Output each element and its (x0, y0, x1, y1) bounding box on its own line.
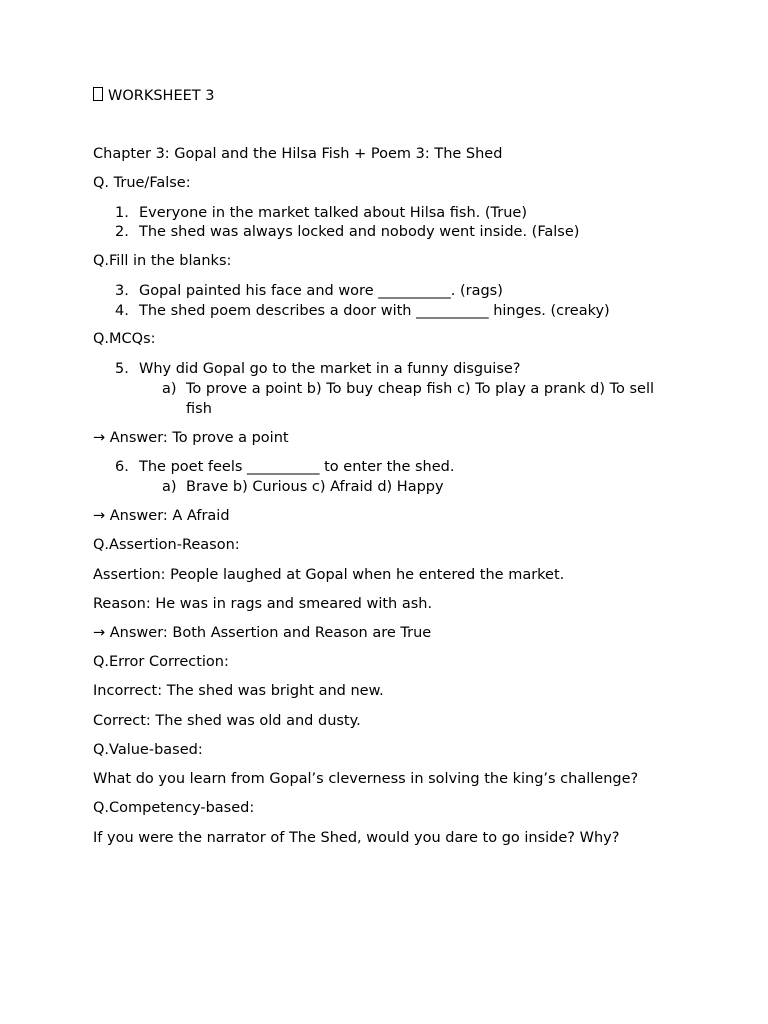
list-item: The shed poem describes a door with __________ hinges. (creaky) (139, 303, 610, 319)
list-item: Gopal painted his face and wore __________. (rags) (139, 283, 503, 299)
list-number: 3. (115, 283, 129, 299)
chapter-heading: Chapter 3: Gopal and the Hilsa Fish + Poem 3: The Shed (93, 146, 503, 162)
list-number: 1. (115, 205, 129, 221)
missing-glyph-icon (93, 87, 103, 101)
value-based-question: What do you learn from Gopal’s cleverness in solving the king’s challenge? (93, 771, 639, 787)
value-based-heading: Q.Value-based: (93, 742, 203, 758)
list-item: The poet feels __________ to enter the shed. (139, 459, 455, 475)
option-label: a) (162, 381, 177, 397)
assertion-text: Assertion: People laughed at Gopal when he entered the market. (93, 567, 565, 583)
list-item: The shed was always locked and nobody went inside. (False) (139, 224, 580, 240)
competency-based-question: If you were the narrator of The Shed, would you dare to go inside? Why? (93, 830, 620, 846)
answer-line: → Answer: A Afraid (93, 508, 230, 524)
answer-line: → Answer: To prove a point (93, 430, 289, 446)
list-item: Everyone in the market talked about Hilsa fish. (True) (139, 205, 527, 221)
options-text: To prove a point b) To buy cheap fish c) To play a prank d) To sell fish (186, 381, 655, 417)
competency-based-heading: Q.Competency-based: (93, 800, 255, 816)
error-correction-heading: Q.Error Correction: (93, 654, 229, 670)
worksheet-title (93, 86, 214, 106)
list-number: 6. (115, 459, 129, 475)
options-text: Brave b) Curious c) Afraid d) Happy (186, 479, 444, 495)
correct-text: Correct: The shed was old and dusty. (93, 713, 361, 729)
option-label: a) (162, 479, 177, 495)
mcq-heading: Q.MCQs: (93, 331, 156, 347)
incorrect-text: Incorrect: The shed was bright and new. (93, 683, 384, 699)
worksheet-title-text: WORKSHEET 3 (108, 88, 215, 104)
reason-text: Reason: He was in rags and smeared with ash. (93, 596, 433, 612)
list-item: Why did Gopal go to the market in a funny disguise? (139, 361, 521, 377)
true-false-heading: Q. True/False: (93, 175, 191, 191)
list-number: 4. (115, 303, 129, 319)
assertion-reason-heading: Q.Assertion-Reason: (93, 537, 240, 553)
fill-blanks-heading: Q.Fill in the blanks: (93, 253, 232, 269)
list-number: 5. (115, 361, 129, 377)
list-number: 2. (115, 224, 129, 240)
answer-line: → Answer: Both Assertion and Reason are True (93, 625, 432, 641)
